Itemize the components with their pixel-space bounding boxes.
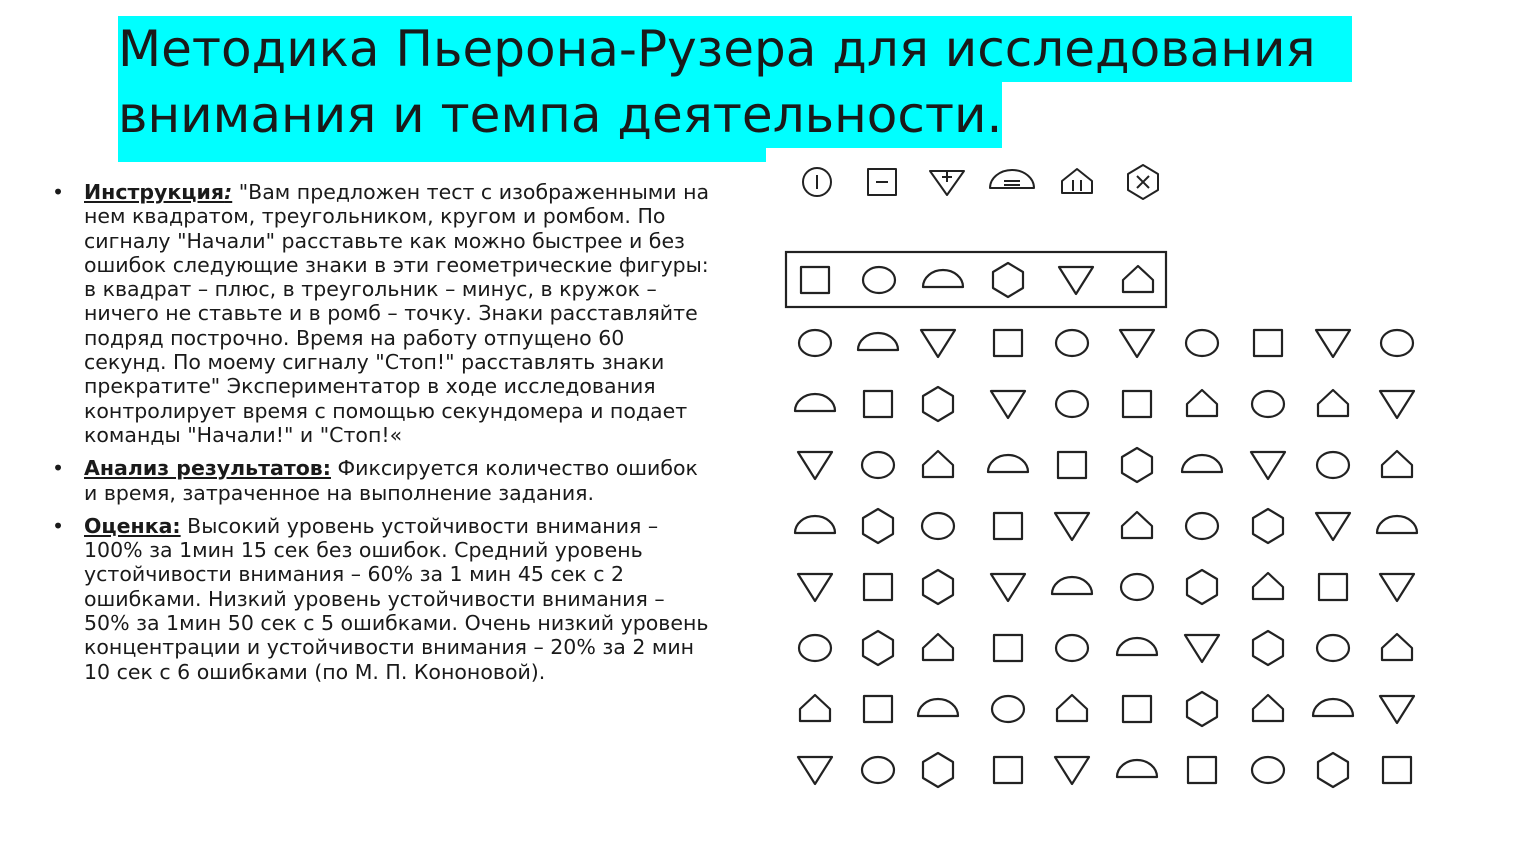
square-shape [864, 391, 892, 417]
house-shape [1318, 390, 1348, 416]
bullet: • [52, 513, 65, 538]
legend-house-shape [1062, 169, 1092, 193]
square-shape [1188, 757, 1216, 783]
house-shape [1187, 390, 1217, 416]
instruction-text: "Вам предложен тест с изображенными на нем квадратом, треугольником, кругом и ромбом. По сигналу "Начали" расставьте как можно быстрее и без ошибок следующие знаки в эти геометрические фигуры: в квадрат – плюс, в треугольник – минус, в кружок – ничего не ставьте и в ромб – точку. Знаки расставляйте подряд построчно. Время на работу отпущено 60 секунд. По моему сигналу "Стоп!" расставлять знаки прекратите" Экспериментатор в ходе исследования контролирует время с помощью секундомера и подает команды "Начали!" и "Стоп!« [84, 180, 710, 447]
triangle-shape [991, 574, 1025, 601]
square-shape [994, 330, 1022, 356]
triangle-shape [1120, 330, 1154, 357]
circle-shape [1186, 330, 1218, 356]
triangle-shape [798, 757, 832, 784]
legend-circle-shape [803, 168, 831, 196]
triangle-shape [1251, 452, 1285, 479]
circle-shape [799, 330, 831, 356]
house-shape [1382, 634, 1412, 660]
circle-shape [1252, 391, 1284, 417]
square-shape [1058, 452, 1086, 478]
square-shape [1383, 757, 1411, 783]
title-line-2: внимания и темпа деятельности. [118, 82, 1002, 148]
legend-square-shape [868, 169, 896, 195]
hexagon-shape [1253, 631, 1283, 665]
circle-shape [922, 513, 954, 539]
triangle-shape [921, 330, 955, 357]
list-item-instruction [52, 180, 712, 447]
semicircle-shape [858, 333, 898, 350]
hexagon-shape [863, 509, 893, 543]
house-shape [1123, 266, 1153, 292]
semicircle-shape [918, 699, 958, 716]
circle-shape [1056, 635, 1088, 661]
evaluation-text: Высокий уровень устойчивости внимания – 100% за 1мин 15 сек без ошибок. Средний уровень устойчивости внимания – 60% за 1 мин 45 сек с 2 ошибками. Низкий уровень устойчивости внимания – 50% за 1мин 50 сек с 5 ошибками. Очень низкий уровень концентрации и устойчивости внимания – 20% за 2 мин 10 сек с 6 ошибками (по М. П. Кононовой). [84, 513, 709, 684]
legend-triangle-shape [930, 171, 964, 195]
square-shape [1123, 391, 1151, 417]
circle-shape [1252, 757, 1284, 783]
evaluation-label: Оценка: [84, 513, 181, 538]
semicircle-shape [1377, 516, 1417, 533]
circle-shape [992, 696, 1024, 722]
hexagon-shape [993, 263, 1023, 297]
list-item-analysis [52, 456, 712, 505]
triangle-shape [798, 452, 832, 479]
instruction-list [52, 180, 712, 693]
semicircle-shape [795, 394, 835, 411]
triangle-shape [1316, 513, 1350, 540]
triangle-shape [1055, 757, 1089, 784]
square-shape [1254, 330, 1282, 356]
hexagon-shape [923, 753, 953, 787]
semicircle-shape [988, 455, 1028, 472]
house-shape [1057, 695, 1087, 721]
house-shape [1253, 695, 1283, 721]
circle-shape [1317, 635, 1349, 661]
house-shape [1382, 451, 1412, 477]
house-shape [923, 451, 953, 477]
bullet: • [52, 456, 65, 481]
list-item-evaluation [52, 514, 712, 684]
square-shape [1319, 574, 1347, 600]
sample-row-box [786, 252, 1166, 307]
house-shape [800, 695, 830, 721]
bullet: • [52, 180, 65, 204]
square-shape [994, 635, 1022, 661]
circle-shape [1186, 513, 1218, 539]
semicircle-shape [1182, 455, 1222, 472]
analysis-text: Фиксируется количество ошибок и время, затраченное на выполнение задания. [84, 456, 698, 505]
circle-shape [862, 452, 894, 478]
analysis-label: Анализ результатов: [84, 456, 331, 481]
square-shape [994, 513, 1022, 539]
triangle-shape [1380, 696, 1414, 723]
circle-shape [1056, 330, 1088, 356]
square-shape [801, 267, 829, 293]
hexagon-shape [923, 387, 953, 421]
hexagon-shape [1253, 509, 1283, 543]
hexagon-shape [923, 570, 953, 604]
semicircle-shape [1313, 699, 1353, 716]
triangle-shape [1380, 391, 1414, 418]
square-shape [864, 696, 892, 722]
semicircle-shape [795, 516, 835, 533]
triangle-shape [991, 391, 1025, 418]
instruction-label-colon: : [224, 180, 233, 204]
triangle-shape [1380, 574, 1414, 601]
instruction-label: Инструкция [84, 180, 225, 204]
semicircle-shape [923, 270, 963, 287]
title-line-1: Методика Пьерона-Рузера для исследования [118, 16, 1352, 82]
semicircle-shape [1117, 638, 1157, 655]
slide-title [118, 16, 1352, 148]
house-shape [1122, 512, 1152, 538]
triangle-shape [1059, 267, 1093, 294]
legend-hexagon-shape [1128, 165, 1158, 199]
circle-shape [1317, 452, 1349, 478]
hexagon-shape [1122, 448, 1152, 482]
hexagon-shape [1187, 692, 1217, 726]
circle-shape [799, 635, 831, 661]
circle-shape [862, 757, 894, 783]
circle-shape [1056, 391, 1088, 417]
triangle-shape [1316, 330, 1350, 357]
house-shape [1253, 573, 1283, 599]
triangle-shape [1055, 513, 1089, 540]
legend-semicircle-shape [990, 170, 1034, 188]
title-highlight-strip [118, 148, 766, 162]
circle-shape [1121, 574, 1153, 600]
square-shape [994, 757, 1022, 783]
test-shapes-figure [780, 155, 1460, 815]
semicircle-shape [1052, 577, 1092, 594]
circle-shape [1381, 330, 1413, 356]
semicircle-shape [1117, 760, 1157, 777]
hexagon-shape [1318, 753, 1348, 787]
test-shapes-svg [780, 155, 1460, 815]
hexagon-shape [1187, 570, 1217, 604]
square-shape [1123, 696, 1151, 722]
triangle-shape [1185, 635, 1219, 662]
triangle-shape [798, 574, 832, 601]
circle-shape [863, 267, 895, 293]
square-shape [864, 574, 892, 600]
hexagon-shape [863, 631, 893, 665]
house-shape [923, 634, 953, 660]
